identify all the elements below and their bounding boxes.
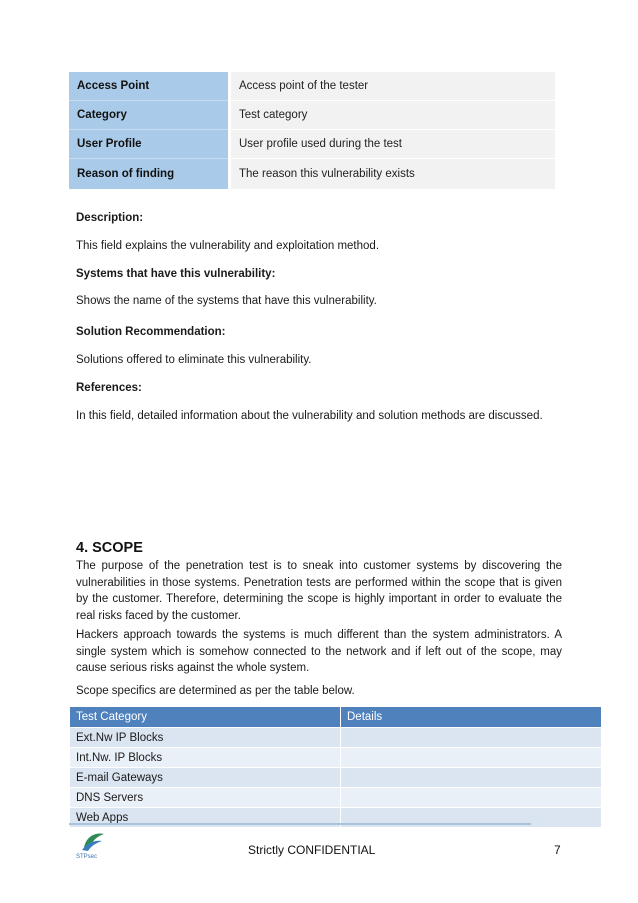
table-row	[70, 768, 602, 788]
systems-text: Shows the name of the systems that have this vulnerability.	[76, 295, 377, 307]
scope-paragraph-1: The purpose of the penetration test is to sneak into customer systems by discovering the vulnerabilities in those systems. Penetration tests are performed within the scope that is given by the customer. Therefore, determining the scope is highly important in order to evaluate the real risks faced by the customer.	[76, 560, 562, 622]
systems-label: Systems that have this vulnerability:	[76, 268, 276, 280]
info-value: User profile used during the test	[230, 130, 556, 159]
scope-paragraph-3: Scope specifics are determined as per the table below.	[76, 685, 355, 697]
details-cell	[341, 728, 602, 748]
category-cell: DNS Servers	[70, 788, 341, 808]
company-logo-icon	[74, 828, 110, 860]
category-cell: E-mail Gateways	[70, 768, 341, 788]
table-row	[69, 72, 555, 101]
column-header: Test Category	[70, 707, 341, 728]
details-cell	[341, 748, 602, 768]
confidential-label: Strictly CONFIDENTIAL	[248, 843, 376, 857]
info-key: User Profile	[69, 130, 230, 159]
column-header: Details	[341, 707, 602, 728]
references-text: In this field, detailed information about the vulnerability and solution methods are discussed.	[76, 410, 543, 422]
category-cell: Web Apps	[70, 808, 341, 828]
solution-text: Solutions offered to eliminate this vulnerability.	[76, 354, 312, 366]
table-row	[69, 101, 555, 130]
table-row	[70, 788, 602, 808]
footer-divider	[69, 823, 531, 825]
description-label: Description:	[76, 212, 144, 224]
logo-text: STPsec	[76, 854, 98, 860]
info-key: Access Point	[69, 72, 230, 101]
info-key: Reason of finding	[69, 159, 230, 190]
scope-table	[69, 706, 602, 828]
scope-paragraph-2: Hackers approach towards the systems is much different than the system administrators. A single system which is somehow connected to the network and if left out of the scope, may cause serious risks against the whole system.	[76, 629, 562, 674]
table-header-row	[70, 707, 602, 728]
page-number: 7	[554, 843, 561, 857]
table-row	[70, 748, 602, 768]
table-row	[69, 130, 555, 159]
description-text: This field explains the vulnerability and exploitation method.	[76, 240, 380, 252]
category-cell: Int.Nw. IP Blocks	[70, 748, 341, 768]
section-heading: 4. SCOPE	[76, 540, 143, 556]
details-cell	[341, 788, 602, 808]
category-cell: Ext.Nw IP Blocks	[70, 728, 341, 748]
table-row	[69, 159, 555, 190]
solution-label: Solution Recommendation:	[76, 326, 226, 338]
table-row	[70, 728, 602, 748]
info-value: The reason this vulnerability exists	[230, 159, 556, 190]
info-value: Access point of the tester	[230, 72, 556, 101]
details-cell	[341, 768, 602, 788]
finding-info-table	[69, 72, 555, 189]
info-value: Test category	[230, 101, 556, 130]
references-label: References:	[76, 382, 142, 394]
info-key: Category	[69, 101, 230, 130]
